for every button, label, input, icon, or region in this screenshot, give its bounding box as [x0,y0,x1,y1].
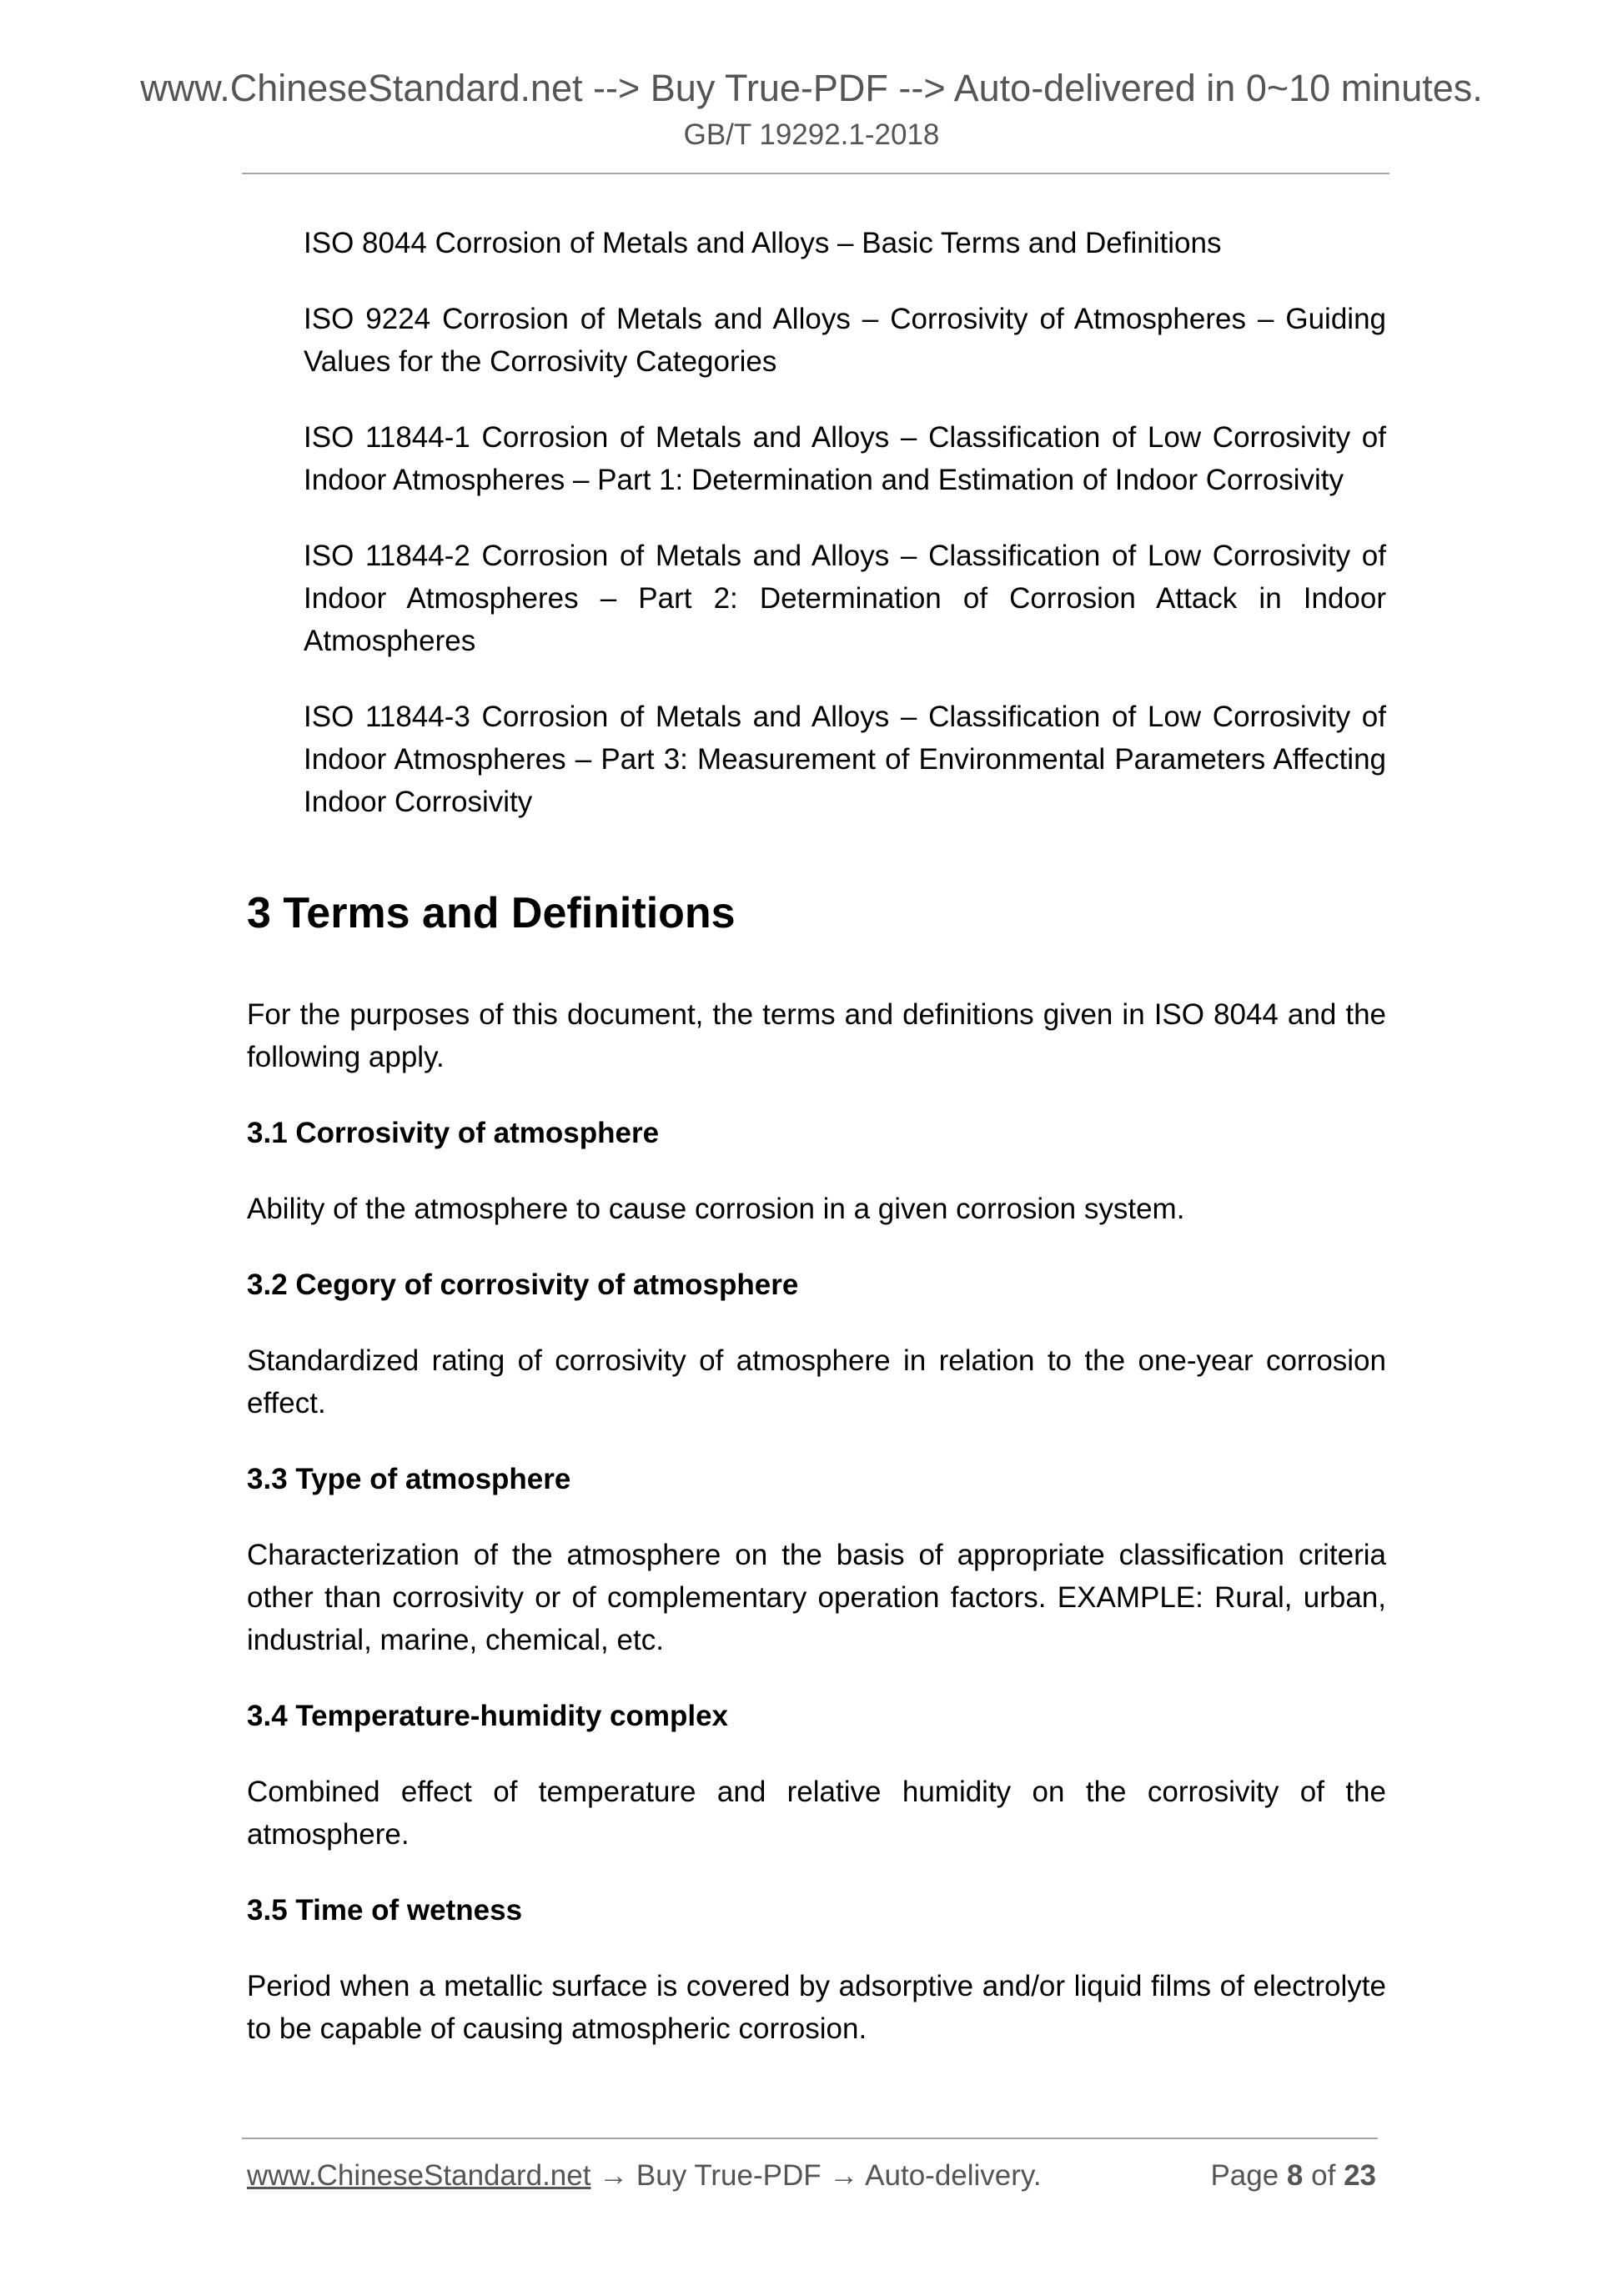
reference-item: ISO 9224 Corrosion of Metals and Alloys – Corrosivity of Atmospheres – Guiding Values for the Corrosivity Categories [304,303,1386,378]
page-label: Page [1210,2159,1279,2192]
term-definition: Period when a metallic surface is covered by adsorptive and/or liquid films of electrolyte to be capable of causing atmospheric corrosion. [247,1970,1386,2045]
page-content [247,222,1386,2083]
reference-item: ISO 11844-1 Corrosion of Metals and Alloys – Classification of Low Corrosivity of Indoor Atmospheres – Part 1: Determination and Estimation of Indoor Corrosivity [304,421,1386,496]
term-heading: 3.2 Cegory of corrosivity of atmosphere [247,1269,799,1301]
term-heading: 3.4 Temperature-humidity complex [247,1700,729,1732]
footer-divider [242,2138,1378,2139]
page-indicator [1210,2156,1376,2196]
standard-code: GB/T 19292.1-2018 [683,118,940,151]
reference-item: ISO 8044 Corrosion of Metals and Alloys – Basic Terms and Definitions [304,227,1222,259]
footer-tagline-text: → Buy True-PDF → Auto-delivery. [590,2159,1042,2192]
term-3-3 [247,1458,1386,1661]
footer-tagline [247,2156,1042,2196]
term-definition: Combined effect of temperature and relative humidity on the corrosivity of the atmosphere. [247,1776,1386,1851]
header-banner: www.ChineseStandard.net --> Buy True-PDF --> Auto-delivered in 0~10 minutes. [140,67,1483,109]
section-intro: For the purposes of this document, the terms and definitions given in ISO 8044 and the following apply. [247,998,1386,1073]
footer-site-link[interactable]: www.ChineseStandard.net [247,2159,591,2192]
reference-item: ISO 11844-2 Corrosion of Metals and Alloys – Classification of Low Corrosivity of Indoor Atmospheres – Part 2: Determination of Corrosion Attack in Indoor Atmospheres [304,540,1386,657]
term-heading: 3.3 Type of atmosphere [247,1463,571,1495]
term-3-2 [247,1264,1386,1424]
term-3-4 [247,1695,1386,1856]
normative-references-list [247,222,1386,823]
total-pages: 23 [1344,2159,1376,2192]
page-of-label: of [1311,2159,1336,2192]
term-definition: Ability of the atmosphere to cause corrosion in a given corrosion system. [247,1193,1185,1225]
term-3-5 [247,1889,1386,2050]
section-heading: 3 Terms and Definitions [247,889,736,937]
term-heading: 3.5 Time of wetness [247,1894,523,1927]
page-number: 8 [1286,2159,1304,2192]
term-3-1 [247,1112,1386,1230]
reference-item: ISO 11844-3 Corrosion of Metals and Alloys – Classification of Low Corrosivity of Indoor Atmospheres – Part 3: Measurement of Environmental Parameters Affecting Indoor Corrosivity [304,701,1386,818]
term-definition: Characterization of the atmosphere on the basis of appropriate classification criteria other than corrosivity or of complementary operation factors. EXAMPLE: Rural, urban, industrial, marine, chemical, etc. [247,1539,1386,1656]
term-heading: 3.1 Corrosivity of atmosphere [247,1117,660,1149]
header-divider [242,173,1389,174]
term-definition: Standardized rating of corrosivity of atmosphere in relation to the one-year corrosion effect. [247,1344,1386,1419]
